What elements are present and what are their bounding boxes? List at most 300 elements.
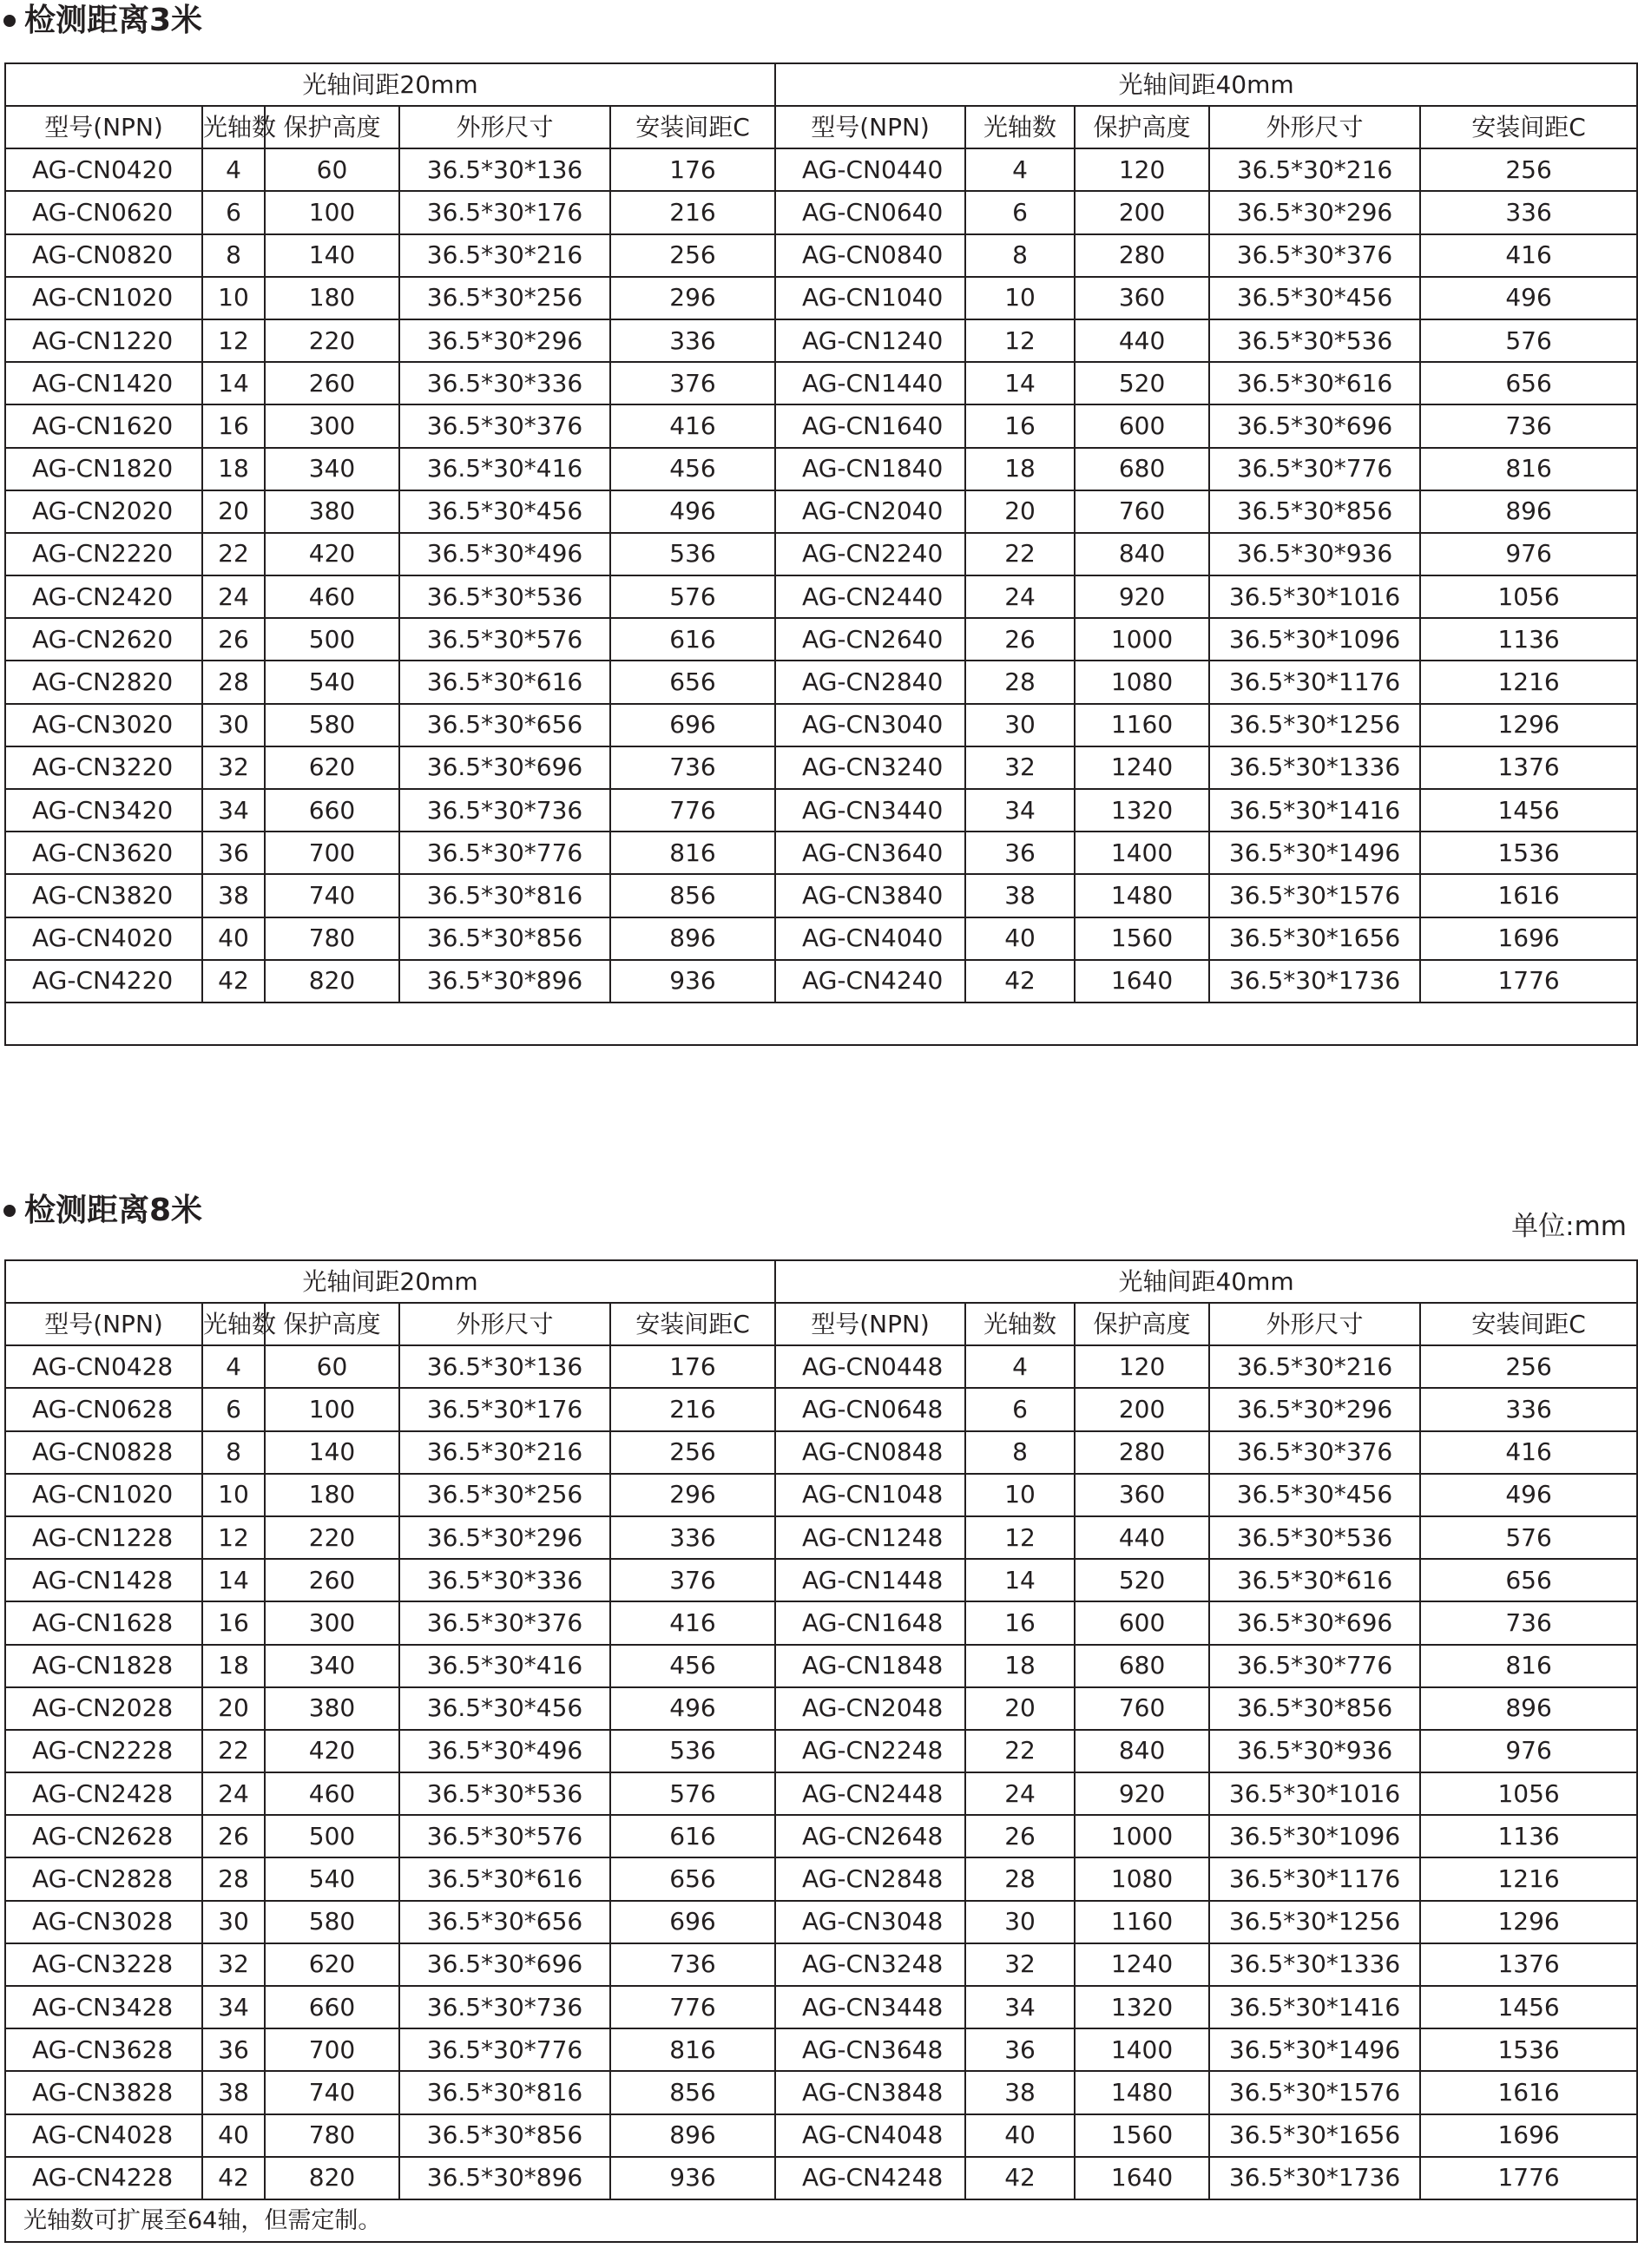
table-row (5, 789, 1637, 832)
table-row (5, 1687, 1637, 1730)
column-header: 安装间距C (1420, 1303, 1637, 1345)
table-cell: 1640 (1075, 2157, 1209, 2199)
table-cell: 12 (202, 319, 265, 362)
model-cell: AG-CN2248 (775, 1730, 965, 1772)
model-cell: AG-CN3220 (5, 746, 202, 789)
table-cell: 360 (1075, 277, 1209, 319)
model-cell: AG-CN4220 (5, 960, 202, 1003)
table-cell: 660 (265, 789, 399, 832)
model-cell: AG-CN0820 (5, 234, 202, 277)
model-cell: AG-CN3040 (775, 704, 965, 746)
table-cell: 36.5*30*1496 (1209, 2028, 1420, 2071)
table-row (5, 1986, 1637, 2028)
table-cell: 616 (610, 618, 775, 661)
table-cell: 36.5*30*1096 (1209, 618, 1420, 661)
table-cell: 10 (965, 277, 1075, 319)
table-cell: 38 (202, 2071, 265, 2114)
table-cell: 32 (965, 746, 1075, 789)
table-cell: 600 (1075, 1601, 1209, 1644)
table-cell: 1296 (1420, 1901, 1637, 1943)
model-cell: AG-CN3620 (5, 832, 202, 874)
table-cell: 1456 (1420, 789, 1637, 832)
table-cell: 40 (965, 2114, 1075, 2157)
section-title (0, 2, 202, 40)
table-cell: 896 (610, 917, 775, 960)
spec-table (4, 1259, 1638, 2243)
table-cell: 36.5*30*256 (399, 1474, 610, 1516)
table-cell: 456 (610, 1645, 775, 1687)
bullet-icon (3, 1205, 16, 1217)
model-cell: AG-CN3228 (5, 1943, 202, 1986)
table-cell: 820 (265, 960, 399, 1003)
table-cell: 696 (610, 704, 775, 746)
table-cell: 500 (265, 618, 399, 661)
table-cell: 14 (965, 362, 1075, 404)
table-cell: 26 (202, 618, 265, 661)
column-header: 安装间距C (610, 106, 775, 148)
table-cell: 10 (202, 277, 265, 319)
table-cell: 616 (610, 1815, 775, 1857)
section-title (0, 1192, 202, 1230)
group-header-right: 光轴间距40mm (775, 1260, 1637, 1303)
column-header: 光轴数 (965, 106, 1075, 148)
table-cell: 10 (202, 1474, 265, 1516)
table-cell: 496 (1420, 1474, 1637, 1516)
table-cell: 36.5*30*896 (399, 2157, 610, 2199)
table-cell: 856 (610, 874, 775, 917)
model-cell: AG-CN3448 (775, 1986, 965, 2028)
table-cell: 760 (1075, 490, 1209, 533)
section-title-text: 检测距离8米 (24, 1193, 203, 1228)
table-cell: 36.5*30*1336 (1209, 746, 1420, 789)
table-row (5, 575, 1637, 618)
table-cell: 336 (610, 1516, 775, 1559)
table-cell: 1056 (1420, 575, 1637, 618)
table-cell: 1000 (1075, 618, 1209, 661)
table-cell: 36.5*30*1576 (1209, 2071, 1420, 2114)
table-cell: 660 (265, 1986, 399, 2028)
table-cell: 36.5*30*1256 (1209, 704, 1420, 746)
table-cell: 256 (610, 234, 775, 277)
table-cell: 20 (202, 1687, 265, 1730)
table-cell: 896 (610, 2114, 775, 2157)
model-cell: AG-CN1420 (5, 362, 202, 404)
table-cell: 36.5*30*536 (399, 575, 610, 618)
table-row (5, 618, 1637, 661)
table-cell: 38 (965, 2071, 1075, 2114)
table-cell: 580 (265, 1901, 399, 1943)
table-row (5, 2114, 1637, 2157)
model-cell: AG-CN1248 (775, 1516, 965, 1559)
table-cell: 1080 (1075, 661, 1209, 703)
column-header-row (5, 106, 1637, 148)
footer-row (5, 1003, 1637, 1045)
table-cell: 656 (610, 1857, 775, 1900)
model-cell: AG-CN4040 (775, 917, 965, 960)
table-cell: 36.5*30*856 (399, 917, 610, 960)
table-row (5, 1431, 1637, 1474)
table-row (5, 917, 1637, 960)
table-cell: 520 (1075, 362, 1209, 404)
model-cell: AG-CN1648 (775, 1601, 965, 1644)
table-cell: 34 (965, 1986, 1075, 2028)
table-cell: 440 (1075, 319, 1209, 362)
model-cell: AG-CN2828 (5, 1857, 202, 1900)
table-row (5, 746, 1637, 789)
table-cell: 260 (265, 1559, 399, 1601)
table-cell: 576 (1420, 319, 1637, 362)
table-cell: 680 (1075, 1645, 1209, 1687)
table-cell: 36.5*30*1336 (1209, 1943, 1420, 1986)
table-cell: 36 (202, 832, 265, 874)
model-cell: AG-CN2440 (775, 575, 965, 618)
table-cell: 120 (1075, 148, 1209, 191)
table-cell: 36 (202, 2028, 265, 2071)
model-cell: AG-CN0420 (5, 148, 202, 191)
table-cell: 36.5*30*456 (1209, 277, 1420, 319)
table-cell: 100 (265, 191, 399, 233)
table-cell: 1696 (1420, 917, 1637, 960)
column-header: 外形尺寸 (1209, 1303, 1420, 1345)
table-cell: 1240 (1075, 746, 1209, 789)
model-cell: AG-CN4048 (775, 2114, 965, 2157)
group-header-left: 光轴间距20mm (5, 63, 775, 106)
table-cell: 6 (202, 191, 265, 233)
model-cell: AG-CN2640 (775, 618, 965, 661)
table-cell: 1376 (1420, 746, 1637, 789)
table-cell: 36.5*30*376 (1209, 1431, 1420, 1474)
table-cell: 12 (965, 1516, 1075, 1559)
table-cell: 1376 (1420, 1943, 1637, 1986)
table-cell: 22 (965, 1730, 1075, 1772)
model-cell: AG-CN2240 (775, 533, 965, 575)
table-cell: 20 (965, 1687, 1075, 1730)
table-cell: 376 (610, 1559, 775, 1601)
table-cell: 1000 (1075, 1815, 1209, 1857)
table-row (5, 1901, 1637, 1943)
table-cell: 28 (965, 1857, 1075, 1900)
table-cell: 1136 (1420, 1815, 1637, 1857)
table-cell: 760 (1075, 1687, 1209, 1730)
table-cell: 26 (202, 1815, 265, 1857)
model-cell: AG-CN4240 (775, 960, 965, 1003)
table-cell: 896 (1420, 490, 1637, 533)
table-cell: 256 (1420, 148, 1637, 191)
table-cell: 1160 (1075, 1901, 1209, 1943)
table-row (5, 319, 1637, 362)
table-cell: 36.5*30*936 (1209, 533, 1420, 575)
table-cell: 576 (610, 575, 775, 618)
table-cell: 36.5*30*536 (1209, 1516, 1420, 1559)
table-cell: 36.5*30*216 (1209, 148, 1420, 191)
table-cell: 36.5*30*296 (399, 1516, 610, 1559)
table-cell: 536 (610, 533, 775, 575)
model-cell: AG-CN3248 (775, 1943, 965, 1986)
table-row (5, 448, 1637, 490)
table-cell: 40 (202, 2114, 265, 2157)
table-cell: 1536 (1420, 832, 1637, 874)
table-cell: 496 (610, 490, 775, 533)
table-cell: 456 (610, 448, 775, 490)
table-cell: 220 (265, 1516, 399, 1559)
unit-label: 单位:mm (1511, 1211, 1627, 1242)
table-cell: 376 (610, 362, 775, 404)
table-row (5, 2028, 1637, 2071)
table-cell: 16 (965, 1601, 1075, 1644)
table-cell: 40 (202, 917, 265, 960)
table-row (5, 1772, 1637, 1815)
model-cell: AG-CN1020 (5, 277, 202, 319)
table-cell: 6 (202, 1388, 265, 1430)
table-row (5, 1815, 1637, 1857)
table-cell: 36.5*30*1736 (1209, 2157, 1420, 2199)
table-cell: 460 (265, 575, 399, 618)
table-cell: 30 (202, 704, 265, 746)
table-cell: 840 (1075, 533, 1209, 575)
table-cell: 36.5*30*176 (399, 191, 610, 233)
table-cell: 36.5*30*1496 (1209, 832, 1420, 874)
table-cell: 380 (265, 1687, 399, 1730)
table-cell: 36 (965, 2028, 1075, 2071)
model-cell: AG-CN2620 (5, 618, 202, 661)
table-cell: 256 (1420, 1345, 1637, 1388)
model-cell: AG-CN2048 (775, 1687, 965, 1730)
table-cell: 576 (610, 1772, 775, 1815)
table-cell: 936 (610, 960, 775, 1003)
table-cell: 6 (965, 191, 1075, 233)
table-cell: 920 (1075, 575, 1209, 618)
table-cell: 100 (265, 1388, 399, 1430)
table-cell: 24 (965, 1772, 1075, 1815)
table-cell: 256 (610, 1431, 775, 1474)
table-cell: 22 (202, 1730, 265, 1772)
table-cell: 600 (1075, 404, 1209, 447)
table-cell: 4 (965, 1345, 1075, 1388)
table-cell: 36.5*30*176 (399, 1388, 610, 1430)
table-cell: 12 (965, 319, 1075, 362)
model-cell: AG-CN2820 (5, 661, 202, 703)
table-cell: 8 (965, 234, 1075, 277)
table-cell: 30 (202, 1901, 265, 1943)
table-cell: 36.5*30*216 (399, 1431, 610, 1474)
table-cell: 42 (965, 2157, 1075, 2199)
table-cell: 4 (202, 1345, 265, 1388)
table-cell: 260 (265, 362, 399, 404)
table-cell: 38 (202, 874, 265, 917)
table-cell: 520 (1075, 1559, 1209, 1601)
table-cell: 36.5*30*1416 (1209, 789, 1420, 832)
table-row (5, 191, 1637, 233)
table-cell: 496 (610, 1687, 775, 1730)
table-cell: 540 (265, 661, 399, 703)
table-cell: 220 (265, 319, 399, 362)
table-cell: 536 (610, 1730, 775, 1772)
table-cell: 36.5*30*1016 (1209, 575, 1420, 618)
model-cell: AG-CN3428 (5, 1986, 202, 2028)
table-cell: 36.5*30*536 (1209, 319, 1420, 362)
table-cell: 36.5*30*776 (1209, 448, 1420, 490)
table-cell: 28 (202, 661, 265, 703)
table-cell: 1616 (1420, 2071, 1637, 2114)
table-cell: 36.5*30*256 (399, 277, 610, 319)
table-cell: 416 (610, 1601, 775, 1644)
table-cell: 36.5*30*416 (399, 448, 610, 490)
table-cell: 1456 (1420, 1986, 1637, 2028)
table-cell: 8 (202, 1431, 265, 1474)
table-row (5, 2157, 1637, 2199)
table-cell: 460 (265, 1772, 399, 1815)
model-cell: AG-CN1840 (775, 448, 965, 490)
table-row (5, 832, 1637, 874)
table-cell: 1240 (1075, 1943, 1209, 1986)
table-cell: 36.5*30*1176 (1209, 1857, 1420, 1900)
table-cell: 140 (265, 1431, 399, 1474)
model-cell: AG-CN4028 (5, 2114, 202, 2157)
table-cell: 36.5*30*1576 (1209, 874, 1420, 917)
table-cell: 280 (1075, 1431, 1209, 1474)
table-cell: 36.5*30*296 (1209, 1388, 1420, 1430)
model-cell: AG-CN2028 (5, 1687, 202, 1730)
table-cell: 736 (1420, 404, 1637, 447)
model-cell: AG-CN1848 (775, 1645, 965, 1687)
table-cell: 816 (610, 832, 775, 874)
table-row (5, 874, 1637, 917)
table-cell: 18 (965, 1645, 1075, 1687)
table-cell: 34 (202, 789, 265, 832)
table-cell: 740 (265, 874, 399, 917)
table-cell: 36.5*30*616 (399, 1857, 610, 1900)
footer-row (5, 2199, 1637, 2242)
table-cell: 36.5*30*776 (399, 832, 610, 874)
table-cell: 28 (965, 661, 1075, 703)
model-cell: AG-CN3820 (5, 874, 202, 917)
table-cell: 8 (965, 1431, 1075, 1474)
table-row (5, 1601, 1637, 1644)
model-cell: AG-CN4228 (5, 2157, 202, 2199)
table-cell: 36.5*30*496 (399, 1730, 610, 1772)
table-cell: 360 (1075, 1474, 1209, 1516)
table-cell: 36.5*30*336 (399, 362, 610, 404)
table-cell: 36.5*30*616 (1209, 1559, 1420, 1601)
table-cell: 36.5*30*656 (399, 704, 610, 746)
column-header: 保护高度 (1075, 106, 1209, 148)
table-cell: 8 (202, 234, 265, 277)
table-cell: 34 (202, 1986, 265, 2028)
table-cell: 1320 (1075, 1986, 1209, 2028)
model-cell: AG-CN1228 (5, 1516, 202, 1559)
table-cell: 440 (1075, 1516, 1209, 1559)
table-row (5, 148, 1637, 191)
table-row (5, 1730, 1637, 1772)
model-cell: AG-CN0848 (775, 1431, 965, 1474)
table-cell: 420 (265, 533, 399, 575)
table-row (5, 1516, 1637, 1559)
table-cell: 820 (265, 2157, 399, 2199)
model-cell: AG-CN1448 (775, 1559, 965, 1601)
model-cell: AG-CN0428 (5, 1345, 202, 1388)
table-cell: 18 (202, 448, 265, 490)
table-cell: 36.5*30*456 (1209, 1474, 1420, 1516)
column-header-row (5, 1303, 1637, 1345)
model-cell: AG-CN3840 (775, 874, 965, 917)
table-cell: 36.5*30*856 (1209, 490, 1420, 533)
model-cell: AG-CN0828 (5, 1431, 202, 1474)
model-cell: AG-CN1040 (775, 277, 965, 319)
column-header: 型号(NPN) (5, 1303, 202, 1345)
table-cell: 36 (965, 832, 1075, 874)
group-header-left: 光轴间距20mm (5, 1260, 775, 1303)
model-cell: AG-CN1220 (5, 319, 202, 362)
table-cell: 740 (265, 2071, 399, 2114)
model-cell: AG-CN2840 (775, 661, 965, 703)
table-cell: 1696 (1420, 2114, 1637, 2157)
model-cell: AG-CN2228 (5, 1730, 202, 1772)
model-cell: AG-CN1428 (5, 1559, 202, 1601)
model-cell: AG-CN4020 (5, 917, 202, 960)
table-cell: 1080 (1075, 1857, 1209, 1900)
table-cell: 36.5*30*776 (399, 2028, 610, 2071)
table-cell: 60 (265, 148, 399, 191)
table-cell: 24 (202, 575, 265, 618)
model-cell: AG-CN1828 (5, 1645, 202, 1687)
table-cell: 28 (202, 1857, 265, 1900)
table-cell: 36.5*30*696 (1209, 1601, 1420, 1644)
table-row (5, 1474, 1637, 1516)
model-cell: AG-CN3028 (5, 1901, 202, 1943)
table-cell: 540 (265, 1857, 399, 1900)
table-cell: 296 (610, 277, 775, 319)
table-cell: 816 (1420, 1645, 1637, 1687)
table-cell: 12 (202, 1516, 265, 1559)
model-cell: AG-CN2628 (5, 1815, 202, 1857)
model-cell: AG-CN1820 (5, 448, 202, 490)
column-header: 外形尺寸 (1209, 106, 1420, 148)
group-header-row (5, 1260, 1637, 1303)
table-cell: 580 (265, 704, 399, 746)
table-cell: 336 (1420, 191, 1637, 233)
table-cell: 18 (965, 448, 1075, 490)
table-cell: 40 (965, 917, 1075, 960)
table-cell: 656 (1420, 362, 1637, 404)
table-cell: 416 (1420, 234, 1637, 277)
group-header-row (5, 63, 1637, 106)
table-cell: 816 (610, 2028, 775, 2071)
table-cell: 18 (202, 1645, 265, 1687)
table-row (5, 277, 1637, 319)
table-cell: 280 (1075, 234, 1209, 277)
table-cell: 42 (965, 960, 1075, 1003)
table-cell: 4 (202, 148, 265, 191)
column-header: 外形尺寸 (399, 106, 610, 148)
model-cell: AG-CN2220 (5, 533, 202, 575)
table-cell: 36.5*30*1176 (1209, 661, 1420, 703)
table-cell: 180 (265, 277, 399, 319)
model-cell: AG-CN1628 (5, 1601, 202, 1644)
table-cell: 620 (265, 1943, 399, 1986)
table-cell: 1216 (1420, 661, 1637, 703)
table-row (5, 404, 1637, 447)
table-cell: 14 (202, 1559, 265, 1601)
table-cell: 14 (965, 1559, 1075, 1601)
table-cell: 20 (202, 490, 265, 533)
table-cell: 32 (202, 746, 265, 789)
model-cell: AG-CN3640 (775, 832, 965, 874)
table-cell: 120 (1075, 1345, 1209, 1388)
table-cell: 140 (265, 234, 399, 277)
table-cell: 300 (265, 1601, 399, 1644)
table-cell: 36.5*30*656 (399, 1901, 610, 1943)
column-header: 保护高度 (265, 106, 399, 148)
